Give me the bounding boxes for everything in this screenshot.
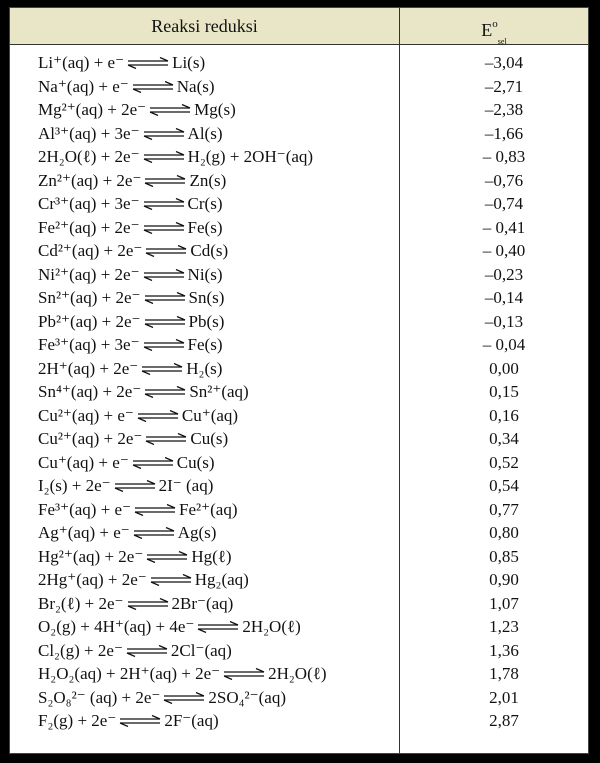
equilibrium-arrow-icon	[142, 193, 186, 217]
reaction-reactants: H₂O₂(aq) + 2H⁺(aq) + 2e⁻	[38, 664, 221, 683]
potential-value: 1,78	[489, 664, 519, 683]
equilibrium-arrow-icon	[143, 287, 187, 311]
reaction-reactants: Fe³⁺(aq) + e⁻	[38, 499, 132, 519]
reaction-reactants: Br₂(ℓ) + 2e⁻	[38, 593, 124, 613]
reaction-reactants: Sn²⁺(aq) + 2e⁻	[38, 288, 141, 307]
potential-value: 0,34	[489, 429, 519, 448]
table-row	[10, 639, 588, 663]
equilibrium-arrow-icon	[125, 640, 169, 664]
reaction-equation	[38, 169, 226, 194]
reaction-reactants: I₂(s) + 2e⁻	[38, 476, 111, 495]
header-potential-sup: o	[492, 18, 498, 30]
potential-value: 0,54	[489, 476, 519, 495]
table-header	[10, 8, 588, 45]
potential-value: –0,14	[484, 288, 524, 307]
reaction-reactants: Al³⁺(aq) + 3e⁻	[38, 123, 140, 143]
reaction-products: 2H₂O(ℓ)	[268, 664, 327, 683]
reaction-products: Ni(s)	[187, 264, 223, 284]
reaction-products: 2H₂O(ℓ)	[242, 617, 301, 636]
equilibrium-arrow-icon	[142, 123, 186, 147]
equilibrium-arrow-icon	[142, 334, 186, 358]
potential-value: –3,04	[484, 53, 524, 72]
equilibrium-arrow-icon	[222, 663, 266, 687]
reaction-equation	[38, 286, 224, 311]
potential-value: –2,38	[484, 100, 524, 119]
table-row	[10, 98, 588, 122]
equilibrium-arrow-icon	[118, 710, 162, 734]
table-row	[10, 286, 588, 310]
reaction-reactants: Na⁺(aq) + e⁻	[38, 76, 129, 96]
potential-value: –0,23	[484, 264, 524, 284]
table-row	[10, 51, 588, 75]
reaction-products: Na(s)	[176, 76, 215, 96]
reaction-products: Pb(s)	[188, 311, 225, 331]
table-row	[10, 145, 588, 169]
reaction-products: Sn²⁺(aq)	[189, 382, 249, 401]
reaction-reactants: Cu⁺(aq) + e⁻	[38, 452, 129, 472]
potential-value: 0,15	[489, 382, 519, 401]
reaction-reactants: Fe²⁺(aq) + 2e⁻	[38, 217, 140, 237]
equilibrium-arrow-icon	[144, 428, 188, 452]
table-row	[10, 310, 588, 334]
table-row	[10, 122, 588, 146]
potential-value: 2,01	[489, 687, 519, 707]
reaction-products: Fe(s)	[187, 335, 223, 354]
reaction-reactants: Sn⁴⁺(aq) + 2e⁻	[38, 382, 142, 401]
equilibrium-arrow-icon	[140, 358, 184, 382]
reaction-products: 2F⁻(aq)	[164, 711, 219, 730]
equilibrium-arrow-icon	[143, 170, 187, 194]
potential-value: 0,52	[489, 452, 519, 472]
table-row	[10, 521, 588, 545]
reaction-equation	[38, 51, 205, 76]
reaction-reactants: 2H⁺(aq) + 2e⁻	[38, 358, 139, 378]
reaction-equation	[38, 498, 237, 523]
potential-value: 0,80	[489, 523, 519, 542]
reaction-reactants: O₂(g) + 4H⁺(aq) + 4e⁻	[38, 617, 195, 636]
table-row	[10, 498, 588, 522]
reaction-reactants: Mg²⁺(aq) + 2e⁻	[38, 100, 147, 119]
reaction-equation	[38, 357, 222, 382]
reaction-equation	[38, 568, 249, 593]
reaction-reactants: Ni²⁺(aq) + 2e⁻	[38, 264, 140, 284]
reaction-products: Sn(s)	[188, 288, 225, 307]
reaction-products: Cu(s)	[190, 429, 229, 448]
equilibrium-arrow-icon	[142, 146, 186, 170]
equilibrium-arrow-icon	[131, 452, 175, 476]
reaction-equation	[38, 545, 232, 570]
header-potential-sub: sel	[497, 36, 507, 46]
reaction-equation	[38, 686, 286, 711]
reaction-reactants: Cr³⁺(aq) + 3e⁻	[38, 194, 140, 213]
reaction-equation	[38, 310, 224, 335]
reaction-products: 2SO₄²⁻(aq)	[208, 687, 286, 707]
reaction-reactants: Zn²⁺(aq) + 2e⁻	[38, 170, 142, 190]
potential-value: 2,87	[489, 711, 519, 730]
reaction-reactants: F₂(g) + 2e⁻	[38, 711, 117, 730]
reaction-products: Cu(s)	[176, 452, 215, 472]
reaction-products: Li(s)	[172, 53, 206, 72]
reduction-potential-table	[9, 7, 589, 754]
reaction-reactants: Cl₂(g) + 2e⁻	[38, 640, 123, 660]
table-row	[10, 263, 588, 287]
table-row	[10, 545, 588, 569]
equilibrium-arrow-icon	[142, 217, 186, 241]
reaction-products: Cd(s)	[190, 241, 229, 260]
reaction-products: Zn(s)	[189, 170, 227, 190]
reaction-products: Fe²⁺(aq)	[179, 499, 238, 519]
equilibrium-arrow-icon	[126, 52, 170, 76]
potential-value: 0,85	[489, 546, 519, 566]
equilibrium-arrow-icon	[143, 381, 187, 405]
table-row	[10, 686, 588, 710]
equilibrium-arrow-icon	[145, 546, 189, 570]
table-row	[10, 169, 588, 193]
reaction-products: Fe(s)	[187, 217, 223, 237]
reaction-equation	[38, 639, 232, 664]
potential-value: –0,76	[484, 170, 524, 190]
reaction-equation	[38, 122, 223, 147]
reaction-products: Hg₂(aq)	[194, 570, 249, 589]
reaction-equation	[38, 521, 216, 546]
reaction-equation	[38, 98, 236, 123]
reaction-equation	[38, 662, 327, 687]
reaction-products: Cr(s)	[187, 194, 223, 213]
reaction-products: 2I⁻ (aq)	[158, 476, 214, 495]
table-row	[10, 333, 588, 357]
potential-value: –2,71	[484, 76, 524, 96]
reaction-equation	[38, 145, 313, 170]
reaction-reactants: Li⁺(aq) + e⁻	[38, 53, 125, 72]
table-row	[10, 568, 588, 592]
reaction-equation	[38, 709, 219, 734]
reaction-products: Al(s)	[187, 123, 223, 143]
reaction-equation	[38, 75, 215, 100]
reaction-equation	[38, 404, 238, 429]
potential-value: 0,90	[489, 570, 519, 589]
reaction-reactants: Cu²⁺(aq) + e⁻	[38, 405, 134, 425]
potential-value: 0,16	[489, 405, 519, 425]
equilibrium-arrow-icon	[196, 616, 240, 640]
table-body	[10, 51, 588, 733]
reaction-equation	[38, 263, 223, 288]
equilibrium-arrow-icon	[162, 687, 206, 711]
reaction-reactants: Ag⁺(aq) + e⁻	[38, 523, 130, 542]
reaction-equation	[38, 239, 228, 264]
reaction-products: 2Cl⁻(aq)	[170, 640, 232, 660]
potential-value: 1,07	[489, 593, 519, 613]
reaction-equation	[38, 474, 213, 499]
equilibrium-arrow-icon	[136, 405, 180, 429]
equilibrium-arrow-icon	[149, 569, 193, 593]
reaction-reactants: 2H₂O(ℓ) + 2e⁻	[38, 147, 140, 166]
equilibrium-arrow-icon	[144, 240, 188, 264]
table-row	[10, 474, 588, 498]
reaction-reactants: Hg²⁺(aq) + 2e⁻	[38, 546, 144, 566]
reaction-equation	[38, 592, 233, 617]
reaction-reactants: Cd²⁺(aq) + 2e⁻	[38, 241, 143, 260]
reaction-products: H₂(g) + 2OH⁻(aq)	[187, 147, 314, 166]
equilibrium-arrow-icon	[113, 475, 157, 499]
reaction-equation	[38, 192, 223, 217]
table-row	[10, 380, 588, 404]
reaction-products: H₂(s)	[186, 358, 223, 378]
reaction-products: 2Br⁻(aq)	[171, 593, 234, 613]
reaction-products: Mg(s)	[194, 100, 236, 119]
reaction-products: Hg(ℓ)	[191, 546, 232, 566]
potential-value: – 0,04	[482, 335, 526, 354]
table-row	[10, 709, 588, 733]
equilibrium-arrow-icon	[132, 522, 176, 546]
reaction-reactants: Pb²⁺(aq) + 2e⁻	[38, 311, 141, 331]
table-row	[10, 592, 588, 616]
table-row	[10, 239, 588, 263]
table-row	[10, 615, 588, 639]
reaction-reactants: 2Hg⁺(aq) + 2e⁻	[38, 570, 147, 589]
equilibrium-arrow-icon	[126, 593, 170, 617]
potential-value: – 0,41	[482, 217, 526, 237]
potential-value: 0,00	[489, 358, 519, 378]
reaction-reactants: Cu²⁺(aq) + 2e⁻	[38, 429, 143, 448]
header-reaction: Reaksi reduksi	[151, 16, 258, 36]
reaction-products: Ag(s)	[177, 523, 217, 542]
reaction-equation	[38, 615, 301, 640]
table-row	[10, 192, 588, 216]
potential-value: 0,77	[489, 499, 519, 519]
reaction-reactants: Fe³⁺(aq) + 3e⁻	[38, 335, 140, 354]
potential-value: –1,66	[484, 123, 524, 143]
equilibrium-arrow-icon	[142, 264, 186, 288]
equilibrium-arrow-icon	[143, 311, 187, 335]
potential-value: –0,13	[484, 311, 524, 331]
potential-value: –0,74	[484, 194, 524, 213]
reaction-equation	[38, 427, 228, 452]
equilibrium-arrow-icon	[131, 76, 175, 100]
potential-value: 1,36	[489, 640, 519, 660]
reaction-equation	[38, 216, 223, 241]
table-row	[10, 451, 588, 475]
reaction-equation	[38, 380, 249, 405]
header-potential-symbol: E	[481, 20, 493, 40]
reaction-reactants: S₂O₈²⁻ (aq) + 2e⁻	[38, 687, 161, 707]
table-row	[10, 404, 588, 428]
table-row	[10, 75, 588, 99]
potential-value: – 0,83	[482, 147, 526, 166]
reaction-equation	[38, 451, 215, 476]
potential-value: – 0,40	[482, 241, 526, 260]
reaction-products: Cu⁺(aq)	[181, 405, 239, 425]
reaction-equation	[38, 333, 223, 358]
equilibrium-arrow-icon	[148, 99, 192, 123]
table-row	[10, 357, 588, 381]
potential-value: 1,23	[489, 617, 519, 636]
table-row	[10, 662, 588, 686]
table-row	[10, 427, 588, 451]
header-potential	[400, 8, 588, 44]
equilibrium-arrow-icon	[133, 499, 177, 523]
table-row	[10, 216, 588, 240]
